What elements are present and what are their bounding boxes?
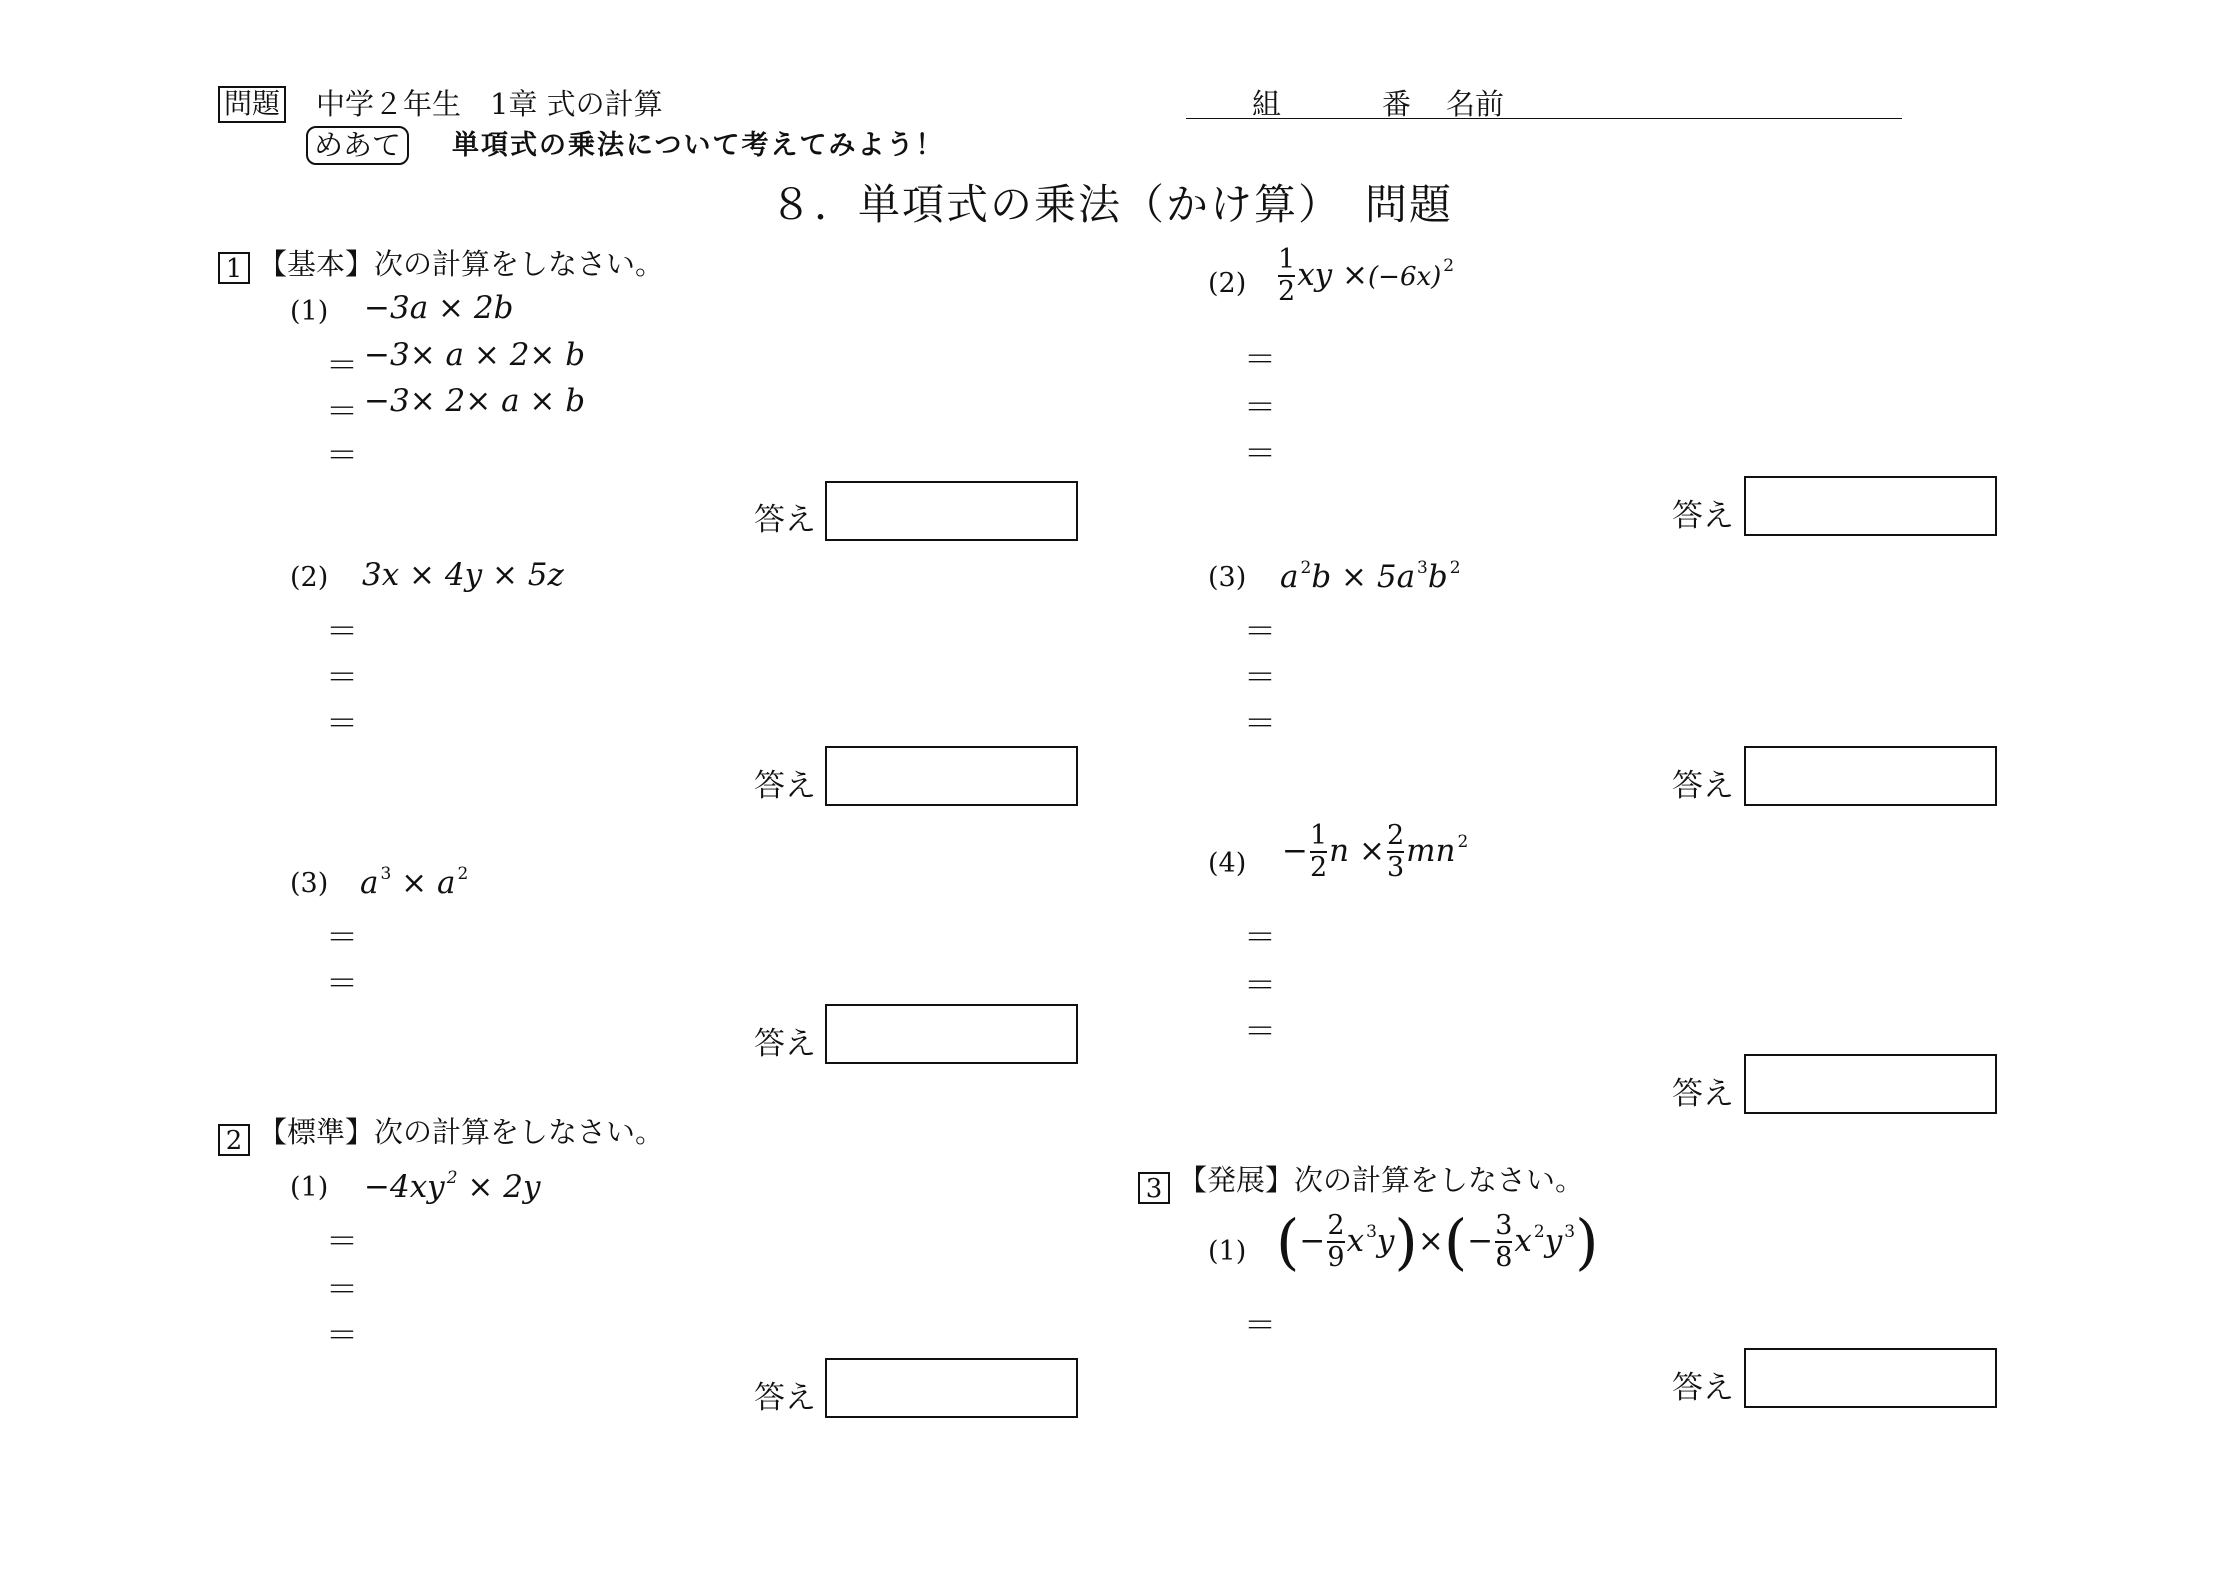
- q1r-3-eq2: ＝: [1244, 658, 1277, 696]
- q3-1-f1-den: 9: [1327, 1242, 1345, 1274]
- q1r-2-exp: 2: [1443, 255, 1455, 276]
- q1-1-step2: −3× 2× a × b: [364, 383, 586, 419]
- q1r-3-exp1: 2: [1300, 558, 1312, 578]
- q3-1-t1: x: [1346, 1222, 1365, 1259]
- q1r-4-eq2: ＝: [1244, 966, 1277, 1004]
- q3-1-problem: (− $\frac{2}{9}$ x $^3$y)×(− $\frac{3}{8}$ x $^2$y $^3$): [1276, 1207, 1599, 1278]
- q1r-2-paren: (−6x): [1368, 261, 1442, 292]
- q1-3-problem: [360, 866, 468, 899]
- q1r-2-eq3: ＝: [1244, 434, 1277, 472]
- q1-3-label: (3): [290, 868, 329, 899]
- q2-1-exp: 2: [446, 1168, 458, 1188]
- q1r-2-answer-label: 答え: [1672, 498, 1734, 534]
- q1r-4-fraction2: [1387, 822, 1404, 883]
- q1r-3-part3: b: [1427, 559, 1448, 595]
- q3-1-eq1: ＝: [1244, 1306, 1277, 1344]
- section1-number: 1: [218, 252, 250, 284]
- q1r-3-exp3: 2: [1449, 558, 1461, 578]
- q1r-2-frac-num: 1: [1278, 244, 1296, 275]
- q1r-2-fraction: [1278, 246, 1295, 307]
- q1r-2-answer-box[interactable]: [1744, 476, 1997, 536]
- q1-2-answer-box[interactable]: [825, 746, 1078, 806]
- q3-1-t2: x: [1514, 1222, 1532, 1259]
- q2-1-part1: −4xy: [364, 1169, 445, 1205]
- q1r-3-answer-box[interactable]: [1744, 746, 1997, 806]
- q3-1-label: (1): [1208, 1236, 1247, 1267]
- q1r-3-exp2: 3: [1417, 558, 1428, 578]
- q3-1-e1: 3: [1366, 1221, 1377, 1242]
- q1r-4-f1-num: 1: [1309, 820, 1328, 851]
- q1-3-eq2: ＝: [326, 964, 359, 1002]
- q3-1-minus1: −: [1299, 1222, 1326, 1259]
- q1r-3-part1: a: [1280, 559, 1299, 595]
- page-title: ８．単項式の乗法（かけ算） 問題: [770, 180, 1454, 229]
- q3-1-fraction1: [1327, 1212, 1344, 1273]
- q1-1-label: (1): [290, 296, 329, 327]
- q1-3-answer-label: 答え: [754, 1026, 816, 1062]
- class-label: 組: [1252, 87, 1282, 121]
- q2-1-answer-label: 答え: [754, 1380, 816, 1416]
- q3-1-e2: 2: [1533, 1221, 1545, 1242]
- q1-1-answer-label: 答え: [754, 502, 816, 538]
- q1r-4-problem: [1282, 822, 1468, 883]
- q1r-4-fraction1: [1310, 822, 1327, 883]
- q3-1-t2b: y: [1544, 1222, 1563, 1259]
- section2-number: 2: [218, 1124, 250, 1156]
- q3-1-answer-label: 答え: [1672, 1370, 1734, 1406]
- q1-2-eq2: ＝: [326, 658, 359, 696]
- q1r-3-eq1: ＝: [1244, 612, 1277, 650]
- q3-1-f2-den: 8: [1495, 1242, 1513, 1274]
- q1r-2-label: (2): [1208, 268, 1247, 299]
- q2-1-eq2: ＝: [326, 1270, 359, 1308]
- q1r-3-label: (3): [1208, 562, 1247, 593]
- q1-1-step1: −3× a × 2× b: [364, 337, 586, 373]
- q2-1-problem: [364, 1170, 540, 1203]
- q1r-4-eq1: ＝: [1244, 918, 1277, 956]
- goal-tag: めあて: [306, 126, 409, 165]
- q2-1-part2: × 2y: [467, 1169, 541, 1205]
- problem-tag: 問題: [218, 86, 286, 123]
- q1r-2-problem: [1276, 246, 1454, 307]
- q1r-3-eq3: ＝: [1244, 704, 1277, 742]
- q1r-4-eq3: ＝: [1244, 1012, 1277, 1050]
- q3-1-f2-num: 3: [1495, 1210, 1513, 1241]
- q1-1-eq3: ＝: [326, 436, 359, 474]
- q1-3-exp2: 2: [457, 864, 469, 884]
- q1r-2-frac-den: 2: [1278, 276, 1296, 308]
- q1r-4-mid: n ×: [1329, 832, 1385, 869]
- q2-1-eq1: ＝: [326, 1222, 359, 1260]
- grade-chapter: 中学２年生 1章 式の計算: [316, 87, 663, 121]
- q1-3-eq1: ＝: [326, 918, 359, 956]
- name-line: [1186, 118, 1902, 119]
- section2-heading: 【標準】次の計算をしなさい。: [258, 1115, 665, 1149]
- q1r-4-tail: mn: [1406, 832, 1456, 869]
- q3-1-minus2: −: [1467, 1222, 1494, 1259]
- q3-1-t1b: y: [1376, 1222, 1395, 1259]
- q1r-4-exp: 2: [1457, 831, 1469, 852]
- q1r-4-minus: −: [1282, 832, 1308, 869]
- section3-number: 3: [1138, 1172, 1170, 1204]
- name-label: 名前: [1446, 87, 1505, 121]
- q1-2-answer-label: 答え: [754, 768, 816, 804]
- q1-3-exp1: 3: [380, 864, 392, 884]
- q1r-4-f1-den: 2: [1309, 852, 1328, 884]
- q1-3-base2: a: [437, 865, 456, 901]
- q1r-4-answer-box[interactable]: [1744, 1054, 1997, 1114]
- q3-1-f1-num: 2: [1327, 1210, 1345, 1241]
- q1-2-eq1: ＝: [326, 612, 359, 650]
- q1-1-eq1: ＝: [326, 346, 359, 384]
- q1r-4-f2-den: 3: [1386, 852, 1405, 884]
- q1r-2-eq1: ＝: [1244, 340, 1277, 378]
- q3-1-fraction2: [1495, 1212, 1512, 1273]
- q1r-3-part2: b × 5a: [1311, 559, 1416, 595]
- q2-1-eq3: ＝: [326, 1316, 359, 1354]
- q1r-4-answer-label: 答え: [1672, 1076, 1734, 1112]
- q3-1-times: ×: [1417, 1222, 1444, 1259]
- section1-heading: 【基本】次の計算をしなさい。: [258, 247, 665, 281]
- goal-text: 単項式の乗法について考えてみよう！: [452, 130, 945, 161]
- q3-1-e3: 3: [1564, 1221, 1576, 1242]
- q1r-3-answer-label: 答え: [1672, 768, 1734, 804]
- q1-2-label: (2): [290, 562, 329, 593]
- q1r-3-problem: [1280, 560, 1461, 593]
- q1r-2-rest: xy ×: [1297, 256, 1369, 293]
- section3-heading: 【発展】次の計算をしなさい。: [1178, 1163, 1585, 1197]
- q1r-4-label: (4): [1208, 848, 1247, 879]
- q1-3-times: ×: [401, 865, 428, 901]
- q1-1-answer-box[interactable]: [825, 481, 1078, 541]
- q1-1-problem: −3a × 2b: [364, 290, 514, 326]
- q1-3-answer-box[interactable]: [825, 1004, 1078, 1064]
- q3-1-answer-box[interactable]: [1744, 1348, 1997, 1408]
- q2-1-label: (1): [290, 1172, 329, 1203]
- q1-1-eq2: ＝: [326, 392, 359, 430]
- q1-3-base1: a: [360, 865, 379, 901]
- q1-2-problem: 3x × 4y × 5z: [362, 557, 564, 593]
- q1r-4-f2-num: 2: [1386, 820, 1405, 851]
- q1-2-eq3: ＝: [326, 704, 359, 742]
- q1r-2-eq2: ＝: [1244, 388, 1277, 426]
- number-label: 番: [1382, 87, 1412, 121]
- q2-1-answer-box[interactable]: [825, 1358, 1078, 1418]
